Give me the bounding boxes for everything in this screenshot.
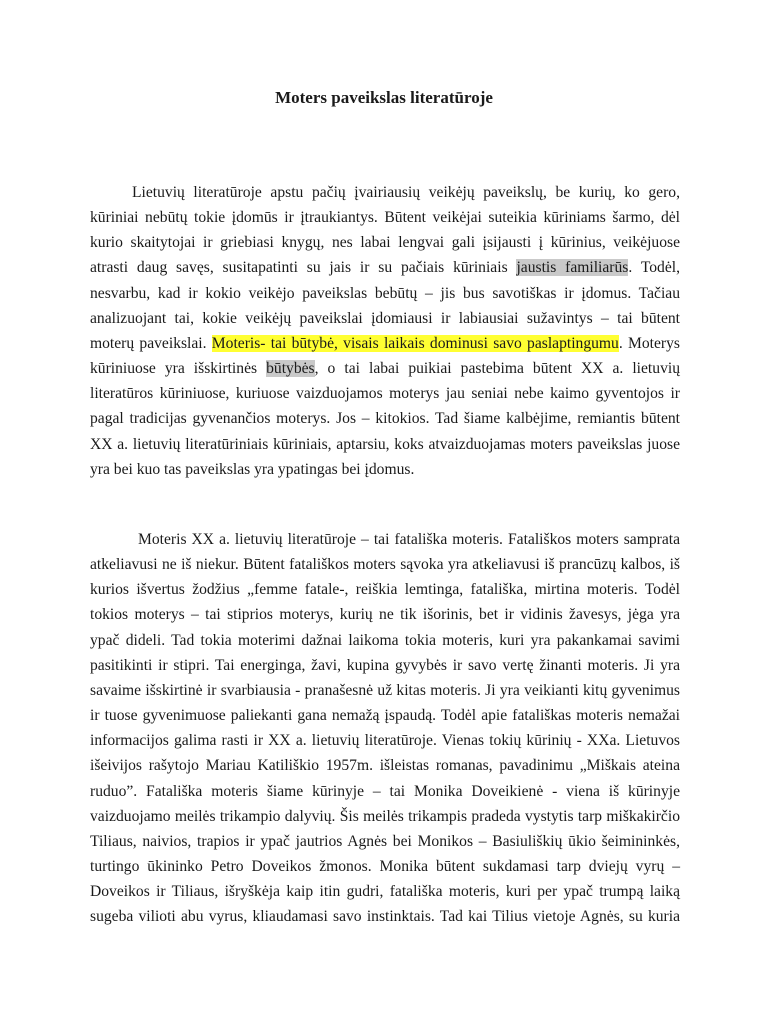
paragraph-2 xyxy=(90,527,680,930)
text-line: išeivijos rašytojo Mariau Katiliškio 1957m. išleistas romanas, pavadinimu „Miškais ateina xyxy=(90,757,680,775)
text-line: savaime išskirtinė ir svarbiausia - pranašesnė už kitas moteris. Ji yra veikianti kitų gyvenimus xyxy=(90,681,680,699)
gray-highlight: jaustis familiarūs xyxy=(516,259,629,277)
text-line: tokios moterys – tai stiprios moterys, kurių ne tik išorinis, bet ir vidinis žavesys, jėga yra xyxy=(90,606,680,624)
text-line: Tiliaus, naivios, trapios ir ypač jautrios Agnės bei Monikos – Basiuliškių ūkio šeimininkės, xyxy=(90,832,680,850)
text-segment: . Moterys xyxy=(618,334,680,352)
text-line: ir tuose gyvenimuose paliekanti gana nemažą įspaudą. Todėl apie fatališkas moteris nemažai xyxy=(90,707,680,725)
text-line: atkeliavusi ne iš niekur. Būtent fatališkos moters sąvoka yra atkeliavusi iš prancūzų kalbos, iš xyxy=(90,556,680,574)
text-segment: atrasti daug savęs, susitapatinti su jais ir su pačiais kūriniais xyxy=(90,259,517,277)
text-segment: , o tai labai puikiai pastebima būtent XX a. lietuvių xyxy=(314,360,680,378)
text-line: analizuojant tai, kokie veikėjų paveikslai įdomiausi ir labiausiai sužavintys – tai būtent xyxy=(90,309,680,327)
text-segment: moterų paveikslai. xyxy=(90,334,212,352)
text-line: sugeba vilioti abu vyrus, kliaudamasi savo instinktais. Tad kai Tilius vietoje Agnės, su kuria xyxy=(90,908,680,926)
text-segment: kūriniuose yra išskirtinės xyxy=(90,360,267,378)
yellow-highlight: Moteris- tai būtybė, visais laikais dominusi savo paslaptingumu xyxy=(211,334,619,352)
text-line: turtingo ūkininko Petro Doveikos žmonos. Monika būtent sukdamasi tarp dviejų vyrų – xyxy=(90,858,680,876)
text-line: pasitikinti ir stipri. Tai energinga, žavi, kupina gyvybės ir savo vertę žinanti moteris. Ji yra xyxy=(90,656,680,674)
text-line: literatūros kūriniuose, kuriuose vaizduojamos moterys jau seniai nebe kaimo gyventojos ir xyxy=(90,385,680,403)
text-segment: . Todėl, xyxy=(628,259,680,277)
text-line: Doveikos ir Tiliaus, išryškėja kaip itin gudri, fatališka moteris, kuri per ypač trumpą laiką xyxy=(90,883,680,901)
text-line: XX a. lietuvių literatūriniais kūriniais, aptarsiu, koks atvaizduojamas moters paveikslas juose xyxy=(90,435,680,453)
text-line: ruduo”. Fatališka moteris šiame kūrinyje – tai Monika Doveikienė - viena iš kūrinyje xyxy=(90,782,680,800)
text-line: vaizduojamo meilės trikampio dalyvių. Šis meilės trikampis pradeda vystytis tarp miškakirčio xyxy=(90,807,680,825)
text-line: kūriniai nebūtų tokie įdomūs ir įtraukiantys. Būtent veikėjai suteikia kūriniams šarmo, dėl xyxy=(90,209,680,227)
text-line: ypač dideli. Tad tokia moterimi dažnai laikoma tokia moteris, kuri yra pakankamai savimi xyxy=(90,631,680,649)
text-line: Moteris XX a. lietuvių literatūroje – tai fatališka moteris. Fatališkos moters samprata xyxy=(138,531,680,548)
document-title: Moters paveikslas literatūroje xyxy=(275,88,493,107)
text-line: kurios išvertus žodžius „femme fatale-, reiškia lemtinga, fatališka, mirtina moteris. Todėl xyxy=(90,581,680,599)
text-line: kurio skaitytojai ir griebiasi knygų, nes labai lengvai gali įsijausti į kūrinius, veikėjuose xyxy=(90,234,680,252)
text-line: pagal tradicijas gyvenančios moterys. Jos – kitokios. Tad šiame kalbėjime, remiantis būtent xyxy=(90,410,680,428)
gray-highlight: būtybės xyxy=(266,360,315,378)
text-line: nesvarbu, kad ir kokio veikėjo paveikslas bebūtų – jis bus savotiškas ir įdomus. Tačiau xyxy=(90,284,680,302)
text-line: Lietuvių literatūroje apstu pačių įvairiausių veikėjų paveikslų, be kurių, ko gero, xyxy=(132,184,680,201)
text-line xyxy=(90,255,680,280)
paragraph-1 xyxy=(90,180,680,482)
text-line xyxy=(90,331,680,356)
text-line xyxy=(90,356,680,381)
text-line: yra bei kuo tas paveikslas yra ypatingas bei įdomus. xyxy=(90,460,415,478)
text-line: informacijos galima rasti ir XX a. lietuvių literatūroje. Vienas tokių kūrinių - XXa. Lietuvos xyxy=(90,732,680,750)
